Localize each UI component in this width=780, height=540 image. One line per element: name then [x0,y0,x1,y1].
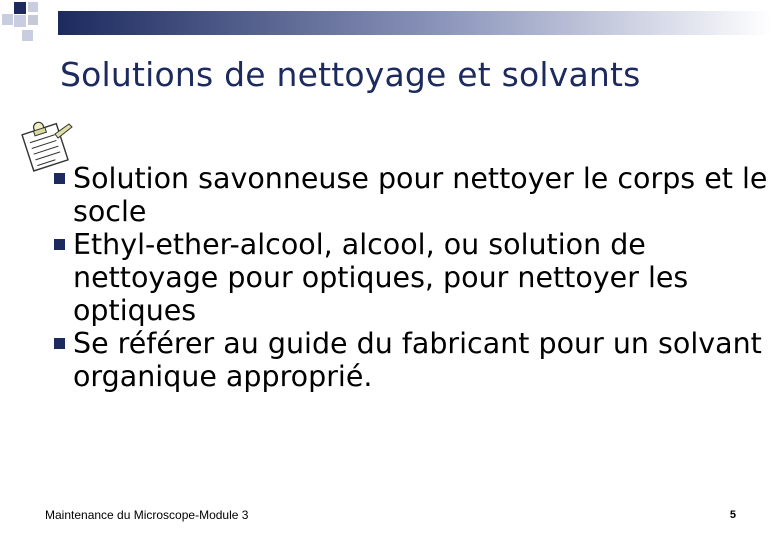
header-gradient-bar [58,11,772,35]
bullet-square-icon [54,173,65,184]
list-item [54,327,774,393]
bullet-text: Ethyl-ether-alcool, alcool, ou solution de nettoyage pour optiques, pour nettoyer les optiques [73,228,689,327]
list-item [54,228,774,327]
page-number: 5 [729,509,736,521]
bullet-square-icon [54,239,65,250]
footer-text: Maintenance du Microscope-Module 3 [45,508,249,522]
bullet-text: Solution savonneuse pour nettoyer le corps et le socle [73,162,768,228]
bullet-list [54,162,774,393]
bullet-text: Se référer au guide du fabricant pour un solvant organique approprié. [73,327,762,393]
list-item [54,162,774,228]
corner-decoration [0,0,60,50]
bullet-square-icon [54,338,65,349]
slide-title: Solutions de nettoyage et solvants [60,55,641,94]
